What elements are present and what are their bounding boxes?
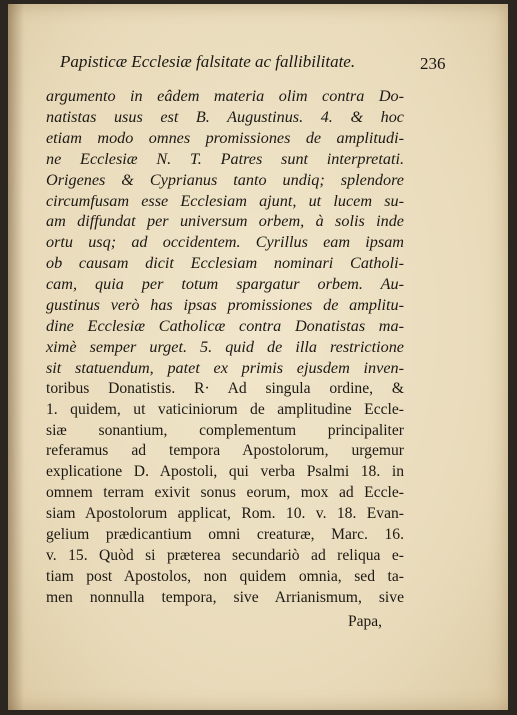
catchword: Papa, xyxy=(348,613,383,630)
text-line: cam, quia per totum spargatur orbem. Au- xyxy=(46,275,404,294)
text-line: argumento in eâdem materia olim contra Do- xyxy=(46,87,404,105)
text-line: ne Ecclesiæ N. T. Patres sunt interpretati. xyxy=(46,149,404,168)
text-line: ob causam dicit Ecclesiam nominari Catholi- xyxy=(46,254,404,273)
page-gutter-shadow xyxy=(8,4,24,710)
text-line: dine Ecclesiæ Catholicæ contra Donatistas ma- xyxy=(46,316,404,335)
body-text xyxy=(46,86,404,609)
text-line: men nonnulla tempora, sive Arrianismum, sive xyxy=(46,588,404,606)
text-line: toribus Donatistis. R· Ad singula ordine, & xyxy=(46,379,404,397)
text-line: siam Apostolorum applicat, Rom. 10. v. 18. Evan- xyxy=(46,505,404,523)
text-line: omnem terram exivit sonus eorum, mox ad Eccle- xyxy=(46,484,404,502)
text-line: explicatione D. Apostoli, qui verba Psalmi 18. in xyxy=(46,463,404,481)
text-line: Origenes & Cyprianus tanto undiq; splendore xyxy=(46,170,404,189)
text-line: natistas usus est B. Augustinus. 4. & hoc xyxy=(46,107,404,126)
text-line: ortu usq; ad occidentem. Cyrillus eam ipsam xyxy=(46,233,404,252)
text-line: sit statuendum, patet ex primis ejusdem inven- xyxy=(46,358,404,377)
text-line: etiam modo omnes promissiones de amplitudi- xyxy=(46,128,404,147)
text-line: tiam post Apostolos, non quidem omnia, sed ta- xyxy=(46,567,404,585)
running-head: Papisticæ Ecclesiæ falsitate ac fallibilitate. xyxy=(60,52,356,71)
text-line: circumfusam esse Ecclesiam ajunt, ut lucem su- xyxy=(46,191,404,210)
text-line: am diffundat per universum orbem, à solis inde xyxy=(46,212,404,231)
text-line: referamus ad tempora Apostolorum, urgemur xyxy=(46,442,404,460)
text-line: 1. quidem, ut vaticiniorum de amplitudine Eccle- xyxy=(46,400,404,418)
text-line: ximè semper urget. 5. quid de illa restrictione xyxy=(46,337,404,356)
text-line: gelium prædicantium omni creaturæ, Marc. 16. xyxy=(46,526,404,544)
text-line: siæ sonantium, complementum principaliter xyxy=(46,421,404,439)
text-line: gustinus verò has ipsas promissiones de amplitu- xyxy=(46,296,404,315)
show-through-blur xyxy=(58,622,148,638)
text-line: v. 15. Quòd si præterea secundariò ad reliqua e- xyxy=(46,546,404,564)
book-page xyxy=(8,4,508,710)
page-number: 236 xyxy=(420,54,446,73)
